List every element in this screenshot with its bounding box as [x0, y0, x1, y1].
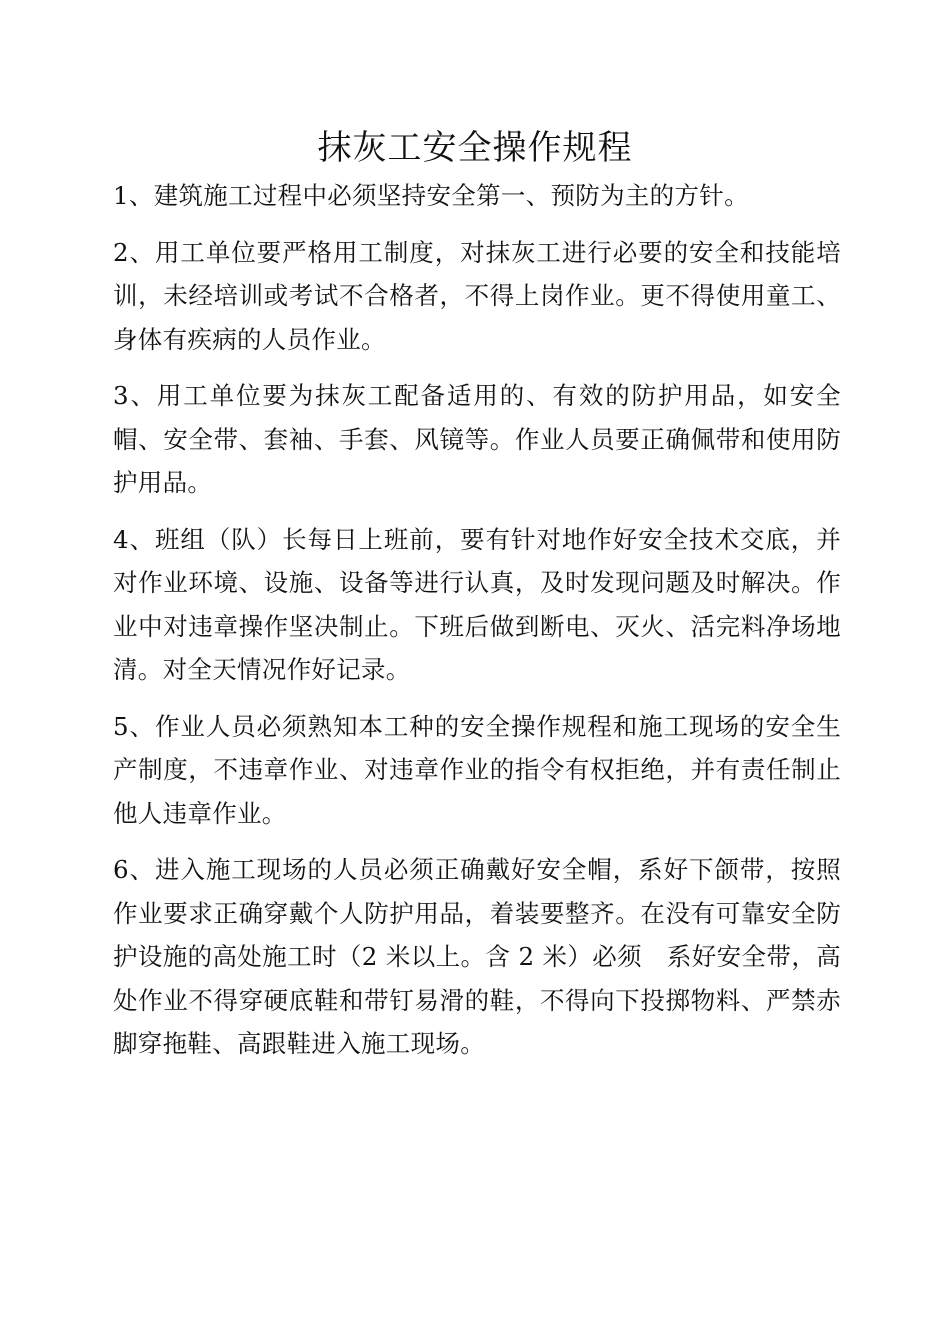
paragraph-1: 1、建筑施工过程中必须坚持安全第一、预防为主的方针。 [113, 181, 749, 210]
paragraph-2: 2、用工单位要严格用工制度，对抹灰工进行必要的安全和技能培训，未经培训或考试不合格者，不得上岗作业。更不得使用童工、身体有疾病的人员作业。 [113, 237, 841, 354]
paragraph-3: 3、用工单位要为抹灰工配备适用的、有效的防护用品，如安全帽、安全带、套袖、手套、风镜等。作业人员要正确佩带和使用防护用品。 [113, 381, 841, 497]
paragraph-6: 6、进入施工现场的人员必须正确戴好安全帽，系好下颌带，按照作业要求正确穿戴个人防护用品，着装要整齐。在没有可靠安全防护设施的高处施工时（2 米以上。含 2 米）必须 系好安全带，高处作业不得穿硬底鞋和带钉易滑的鞋，不得向下投掷物料、严禁赤脚穿拖鞋、高跟鞋进入施工现场。 [113, 855, 841, 1058]
paragraph-4: 4、班组（队）长每日上班前，要有针对地作好安全技术交底，并对作业环境、设施、设备等进行认真，及时发现问题及时解决。作业中对违章操作坚决制止。下班后做到断电、灭火、活完料净场地清。对全天情况作好记录。 [113, 524, 841, 684]
paragraph-5: 5、作业人员必须熟知本工种的安全操作规程和施工现场的安全生产制度，不违章作业、对违章作业的指令有权拒绝，并有责任制止他人违章作业。 [113, 711, 841, 828]
document-title: 抹灰工安全操作规程 [317, 127, 633, 168]
document-body [113, 174, 841, 1079]
